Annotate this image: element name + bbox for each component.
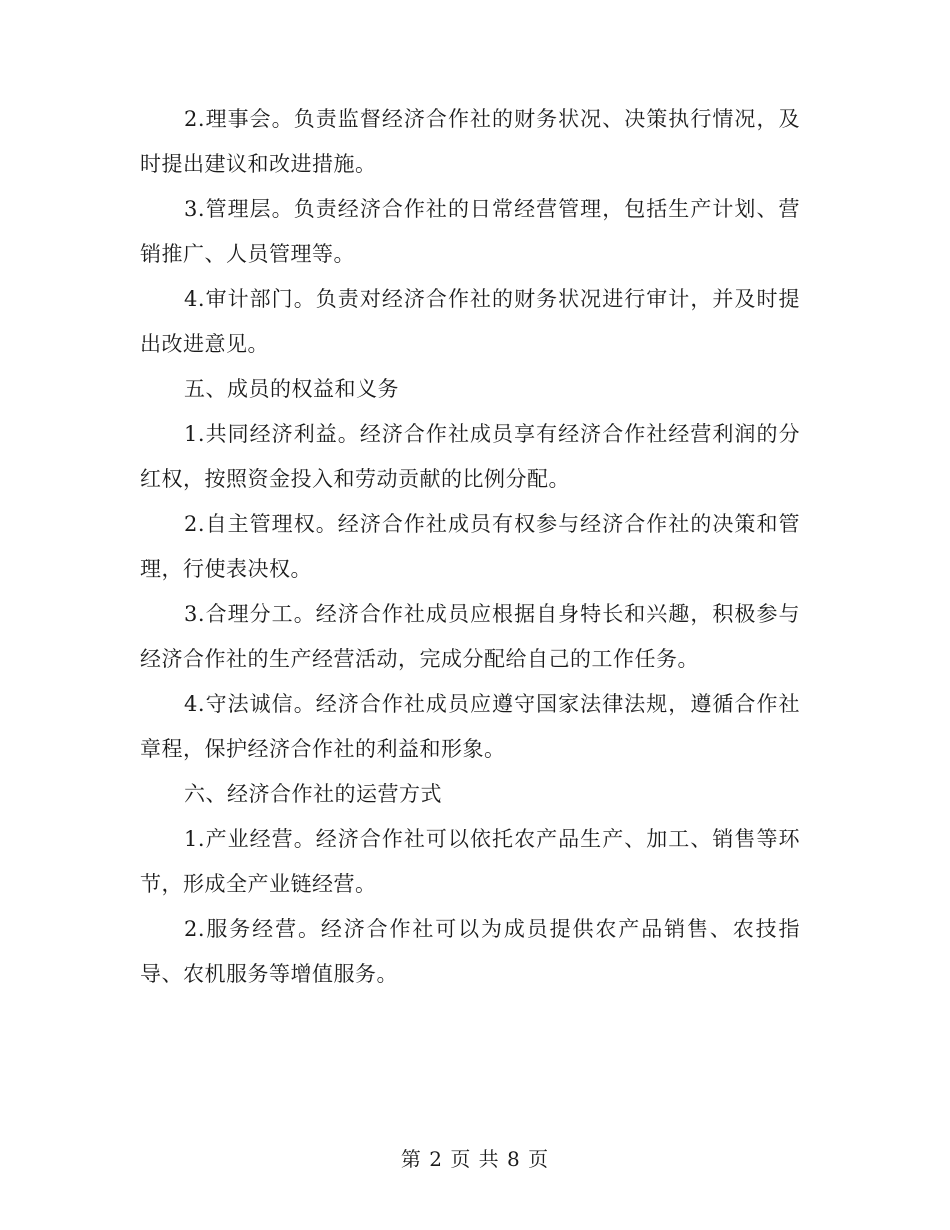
paragraph-management: 3.管理层。负责经济合作社的日常经营管理，包括生产计划、营销推广、人员管理等。 bbox=[140, 197, 800, 266]
paragraph-law-abiding: 4.守法诚信。经济合作社成员应遵守国家法律法规，遵循合作社章程，保护经济合作社的利益和形象。 bbox=[140, 692, 800, 761]
paragraph-common-interest: 1.共同经济利益。经济合作社成员享有经济合作社经营利润的分红权，按照资金投入和劳动贡献的比例分配。 bbox=[140, 422, 800, 491]
section-heading-member-rights: 五、成员的权益和义务 bbox=[184, 377, 399, 401]
paragraph-industry-operation: 1.产业经营。经济合作社可以依托农产品生产、加工、销售等环节，形成全产业链经营。 bbox=[140, 827, 800, 896]
paragraph-service-operation: 2.服务经营。经济合作社可以为成员提供农产品销售、农技指导、农机服务等增值服务。 bbox=[140, 917, 800, 986]
document-body bbox=[140, 97, 800, 997]
paragraph-self-management: 2.自主管理权。经济合作社成员有权参与经济合作社的决策和管理，行使表决权。 bbox=[140, 512, 800, 581]
paragraph-division-of-labor: 3.合理分工。经济合作社成员应根据自身特长和兴趣，积极参与经济合作社的生产经营活动，完成分配给自己的工作任务。 bbox=[140, 602, 800, 671]
paragraph-board-of-directors: 2.理事会。负责监督经济合作社的财务状况、决策执行情况，及时提出建议和改进措施。 bbox=[140, 107, 800, 176]
section-heading-operation-modes: 六、经济合作社的运营方式 bbox=[184, 782, 442, 806]
page-number-footer: 第 2 页 共 8 页 bbox=[400, 1147, 550, 1171]
paragraph-audit-department: 4.审计部门。负责对经济合作社的财务状况进行审计，并及时提出改进意见。 bbox=[140, 287, 800, 356]
